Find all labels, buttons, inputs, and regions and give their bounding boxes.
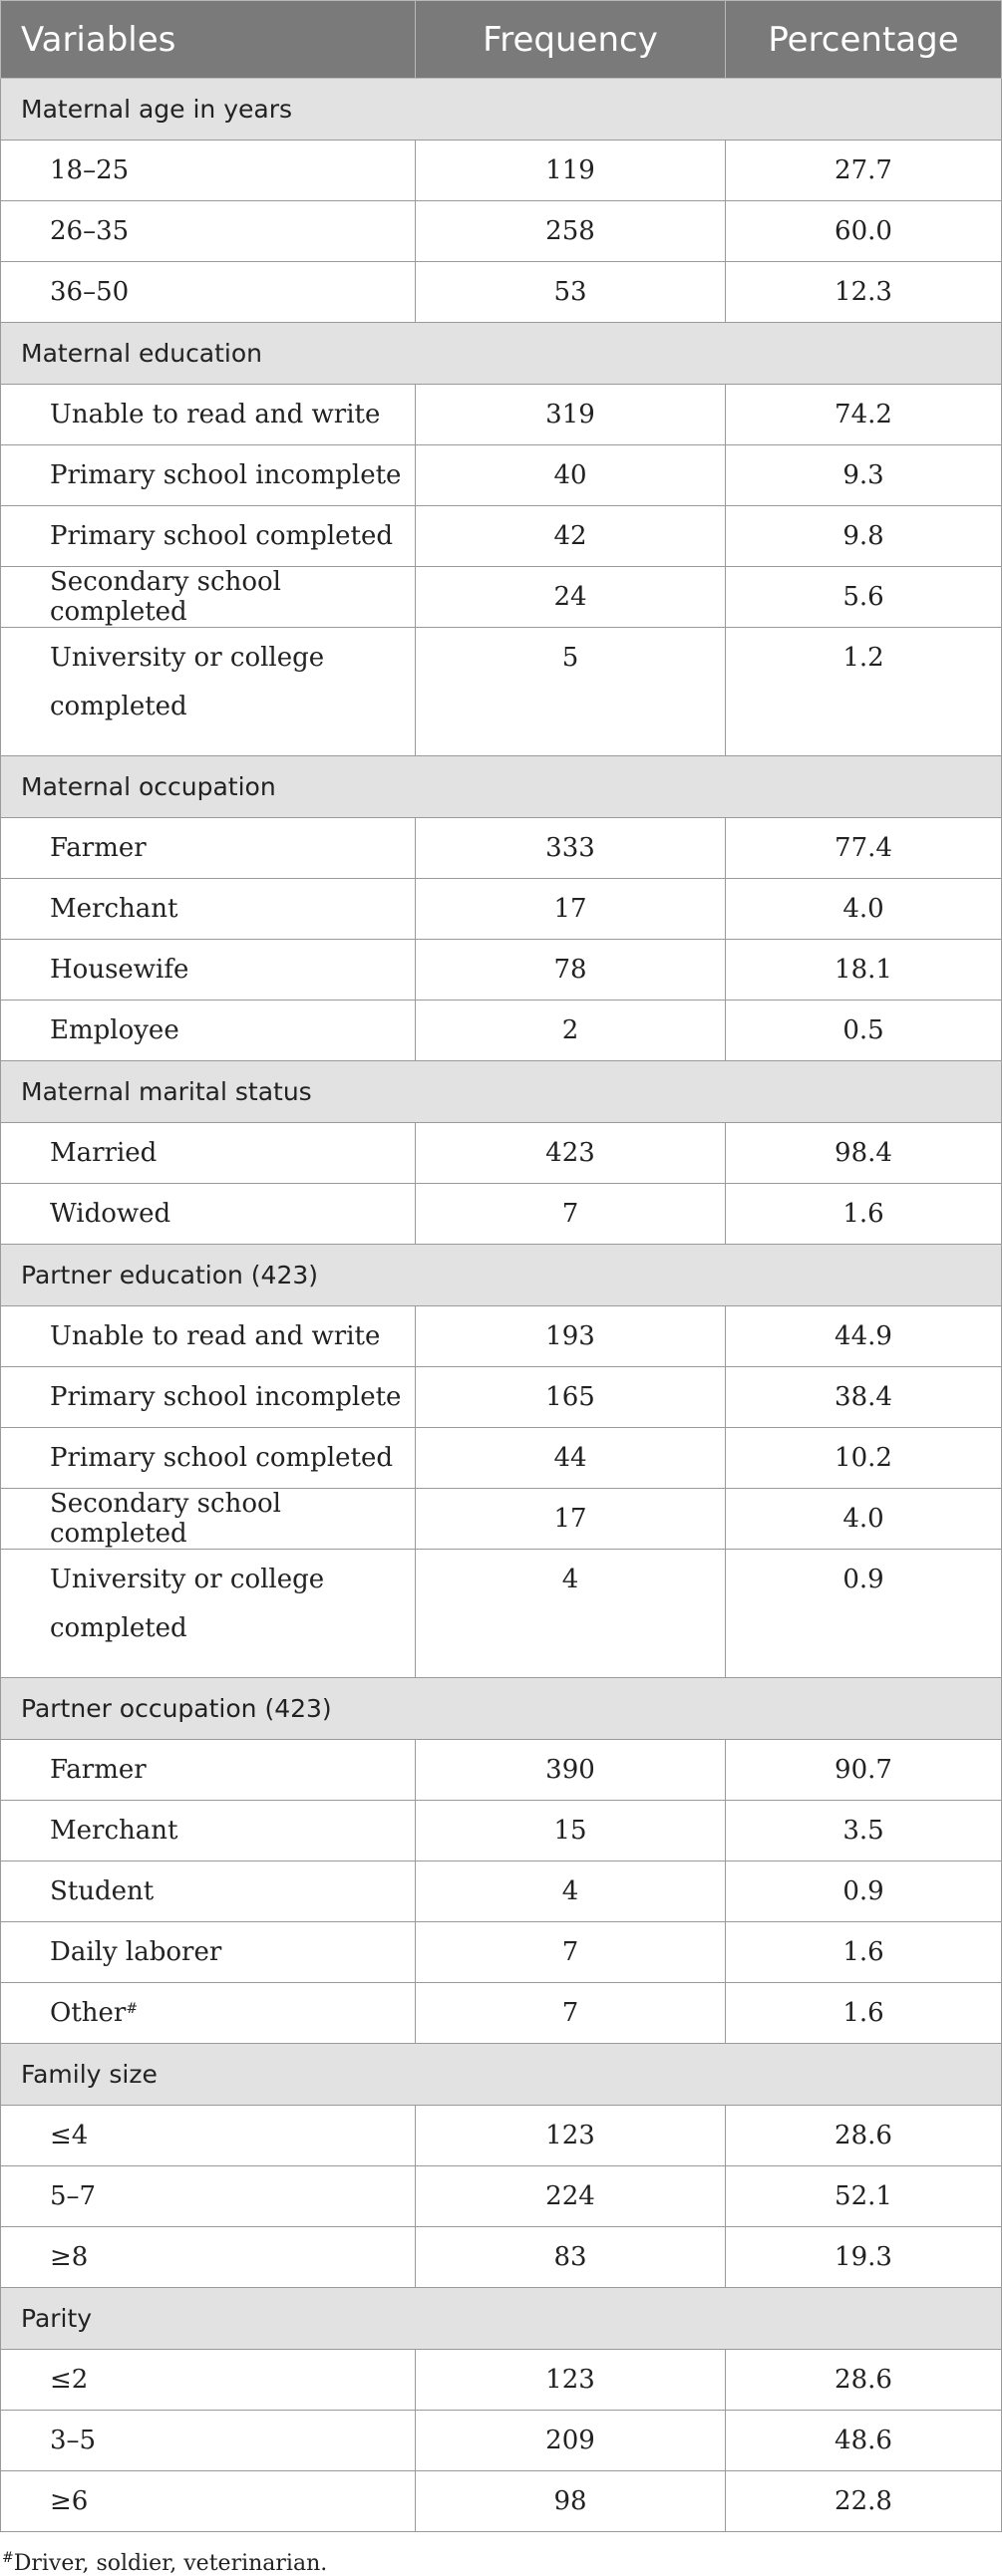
table-row xyxy=(1,262,1002,323)
table-row xyxy=(1,1306,1002,1367)
footnote-mark: # xyxy=(2,2550,14,2566)
frequency-cell: 333 xyxy=(416,818,726,879)
row-label-text: University or college completed xyxy=(50,643,325,721)
group-header-row xyxy=(1,2044,1002,2106)
frequency-cell: 2 xyxy=(416,1001,726,1061)
frequency-cell: 123 xyxy=(416,2106,726,2166)
row-label xyxy=(1,385,416,445)
group-header-row xyxy=(1,756,1002,818)
row-label-text: Other xyxy=(50,1998,127,2028)
frequency-cell: 78 xyxy=(416,940,726,1001)
percentage-cell: 1.6 xyxy=(726,1184,1002,1245)
row-label xyxy=(1,1801,416,1861)
table-row xyxy=(1,1922,1002,1983)
group-header-row xyxy=(1,1678,1002,1740)
percentage-cell: 0.9 xyxy=(726,1861,1002,1922)
row-label-text: Primary school completed xyxy=(50,521,394,551)
row-label-text: Unable to read and write xyxy=(50,400,381,429)
row-label-text: Farmer xyxy=(50,833,147,863)
table-row xyxy=(1,940,1002,1001)
frequency-cell: 44 xyxy=(416,1428,726,1489)
row-label xyxy=(1,1367,416,1428)
row-label xyxy=(1,1306,416,1367)
percentage-cell: 90.7 xyxy=(726,1740,1002,1801)
frequency-cell: 224 xyxy=(416,2166,726,2227)
row-label xyxy=(1,879,416,940)
row-label xyxy=(1,1489,416,1550)
row-label xyxy=(1,1983,416,2044)
percentage-cell: 28.6 xyxy=(726,2350,1002,2411)
row-label xyxy=(1,1123,416,1184)
percentage-cell: 5.6 xyxy=(726,567,1002,628)
row-label-text: Farmer xyxy=(50,1755,147,1785)
row-label-text: Student xyxy=(50,1876,155,1906)
group-header-row xyxy=(1,323,1002,385)
table-row xyxy=(1,567,1002,628)
percentage-cell: 9.3 xyxy=(726,445,1002,506)
frequency-cell: 423 xyxy=(416,1123,726,1184)
row-label xyxy=(1,818,416,879)
header-frequency: Frequency xyxy=(416,1,726,79)
frequency-cell: 24 xyxy=(416,567,726,628)
group-header-row xyxy=(1,1245,1002,1306)
row-label-text: 3–5 xyxy=(50,2426,97,2455)
group-title: Partner occupation (423) xyxy=(1,1678,1002,1740)
row-label-text: ≤4 xyxy=(50,2121,89,2150)
row-label-text: Housewife xyxy=(50,955,189,985)
table-row xyxy=(1,1001,1002,1061)
row-label-text: Widowed xyxy=(50,1199,171,1229)
table-row xyxy=(1,201,1002,262)
frequency-cell: 17 xyxy=(416,1489,726,1550)
table-row xyxy=(1,1184,1002,1245)
percentage-cell: 0.5 xyxy=(726,1001,1002,1061)
frequency-cell: 123 xyxy=(416,2350,726,2411)
row-label-text: University or college completed xyxy=(50,1565,325,1643)
group-title: Maternal marital status xyxy=(1,1061,1002,1123)
frequency-cell: 5 xyxy=(416,628,726,756)
table-row xyxy=(1,1861,1002,1922)
footnote xyxy=(0,2532,1002,2576)
row-label-text: 5–7 xyxy=(50,2181,97,2211)
percentage-cell: 28.6 xyxy=(726,2106,1002,2166)
table-row xyxy=(1,2471,1002,2532)
frequency-cell: 4 xyxy=(416,1550,726,1678)
row-label-text: Merchant xyxy=(50,894,178,924)
table-row xyxy=(1,1801,1002,1861)
frequency-cell: 7 xyxy=(416,1184,726,1245)
row-label xyxy=(1,1001,416,1061)
row-label xyxy=(1,1184,416,1245)
table-row xyxy=(1,1123,1002,1184)
row-label xyxy=(1,2227,416,2288)
row-label-text: Employee xyxy=(50,1015,179,1045)
percentage-cell: 3.5 xyxy=(726,1801,1002,1861)
header-percentage: Percentage xyxy=(726,1,1002,79)
table-row xyxy=(1,879,1002,940)
percentage-cell: 1.6 xyxy=(726,1983,1002,2044)
percentage-cell: 60.0 xyxy=(726,201,1002,262)
table-row xyxy=(1,1489,1002,1550)
table-row xyxy=(1,2411,1002,2471)
row-label xyxy=(1,567,416,628)
table-row xyxy=(1,1983,1002,2044)
table-body xyxy=(1,79,1002,2532)
row-label xyxy=(1,2166,416,2227)
table-row xyxy=(1,2106,1002,2166)
percentage-cell: 22.8 xyxy=(726,2471,1002,2532)
percentage-cell: 27.7 xyxy=(726,141,1002,201)
row-label-text: Daily laborer xyxy=(50,1937,222,1967)
frequency-cell: 209 xyxy=(416,2411,726,2471)
row-label xyxy=(1,141,416,201)
row-label-text: 18–25 xyxy=(50,155,130,185)
percentage-cell: 19.3 xyxy=(726,2227,1002,2288)
row-label xyxy=(1,2411,416,2471)
frequency-cell: 193 xyxy=(416,1306,726,1367)
row-label xyxy=(1,2350,416,2411)
row-label xyxy=(1,445,416,506)
row-label-text: Primary school incomplete xyxy=(50,1382,402,1412)
percentage-cell: 77.4 xyxy=(726,818,1002,879)
row-label-text: Married xyxy=(50,1138,158,1168)
header-variables: Variables xyxy=(1,1,416,79)
group-title: Maternal age in years xyxy=(1,79,1002,141)
row-label xyxy=(1,1740,416,1801)
percentage-cell: 4.0 xyxy=(726,1489,1002,1550)
percentage-cell: 18.1 xyxy=(726,940,1002,1001)
table-row xyxy=(1,445,1002,506)
row-label xyxy=(1,1861,416,1922)
table-row xyxy=(1,1740,1002,1801)
percentage-cell: 12.3 xyxy=(726,262,1002,323)
percentage-cell: 9.8 xyxy=(726,506,1002,567)
row-label-text: ≥8 xyxy=(50,2242,89,2272)
percentage-cell: 74.2 xyxy=(726,385,1002,445)
percentage-cell: 44.9 xyxy=(726,1306,1002,1367)
row-label xyxy=(1,2106,416,2166)
group-header-row xyxy=(1,1061,1002,1123)
frequency-cell: 258 xyxy=(416,201,726,262)
row-label xyxy=(1,201,416,262)
table-row xyxy=(1,818,1002,879)
row-label xyxy=(1,506,416,567)
table-row xyxy=(1,1550,1002,1678)
row-label-text: Primary school completed xyxy=(50,1443,394,1473)
row-label-text: Unable to read and write xyxy=(50,1321,381,1351)
percentage-cell: 48.6 xyxy=(726,2411,1002,2471)
row-label xyxy=(1,628,416,756)
table-row xyxy=(1,506,1002,567)
row-label xyxy=(1,262,416,323)
row-label-text: ≥6 xyxy=(50,2486,89,2516)
percentage-cell: 38.4 xyxy=(726,1367,1002,1428)
frequency-cell: 15 xyxy=(416,1801,726,1861)
table-row xyxy=(1,141,1002,201)
percentage-cell: 0.9 xyxy=(726,1550,1002,1678)
table-row xyxy=(1,1428,1002,1489)
row-label xyxy=(1,1922,416,1983)
row-label-text: ≤2 xyxy=(50,2365,89,2395)
percentage-cell: 10.2 xyxy=(726,1428,1002,1489)
table-row xyxy=(1,2227,1002,2288)
group-header-row xyxy=(1,79,1002,141)
footnote-text: Driver, soldier, veterinarian. xyxy=(13,2551,328,2576)
frequency-cell: 165 xyxy=(416,1367,726,1428)
row-label-text: Secondary school completed xyxy=(50,1489,281,1549)
frequency-cell: 83 xyxy=(416,2227,726,2288)
frequency-cell: 53 xyxy=(416,262,726,323)
frequency-cell: 119 xyxy=(416,141,726,201)
row-label-text: Merchant xyxy=(50,1816,178,1846)
group-title: Partner education (423) xyxy=(1,1245,1002,1306)
table-row xyxy=(1,2350,1002,2411)
group-title: Family size xyxy=(1,2044,1002,2106)
row-label xyxy=(1,2471,416,2532)
row-label xyxy=(1,940,416,1001)
percentage-cell: 1.2 xyxy=(726,628,1002,756)
group-title: Maternal education xyxy=(1,323,1002,385)
frequency-cell: 7 xyxy=(416,1922,726,1983)
frequency-cell: 17 xyxy=(416,879,726,940)
header-row xyxy=(1,1,1002,79)
group-title: Maternal occupation xyxy=(1,756,1002,818)
frequency-cell: 390 xyxy=(416,1740,726,1801)
frequency-cell: 7 xyxy=(416,1983,726,2044)
row-label xyxy=(1,1428,416,1489)
row-label xyxy=(1,1550,416,1678)
percentage-cell: 1.6 xyxy=(726,1922,1002,1983)
table-row xyxy=(1,385,1002,445)
row-label-text: 26–35 xyxy=(50,216,130,246)
frequency-cell: 4 xyxy=(416,1861,726,1922)
percentage-cell: 52.1 xyxy=(726,2166,1002,2227)
row-label-text: Primary school incomplete xyxy=(50,460,402,490)
frequency-cell: 42 xyxy=(416,506,726,567)
percentage-cell: 4.0 xyxy=(726,879,1002,940)
table-row xyxy=(1,1367,1002,1428)
row-label-text: 36–50 xyxy=(50,277,130,307)
group-title: Parity xyxy=(1,2288,1002,2350)
frequency-cell: 40 xyxy=(416,445,726,506)
footnote-marker: # xyxy=(126,2001,139,2017)
frequency-cell: 98 xyxy=(416,2471,726,2532)
table-row xyxy=(1,2166,1002,2227)
group-header-row xyxy=(1,2288,1002,2350)
frequency-cell: 319 xyxy=(416,385,726,445)
percentage-cell: 98.4 xyxy=(726,1123,1002,1184)
row-label-text: Secondary school completed xyxy=(50,567,281,627)
table-row xyxy=(1,628,1002,756)
